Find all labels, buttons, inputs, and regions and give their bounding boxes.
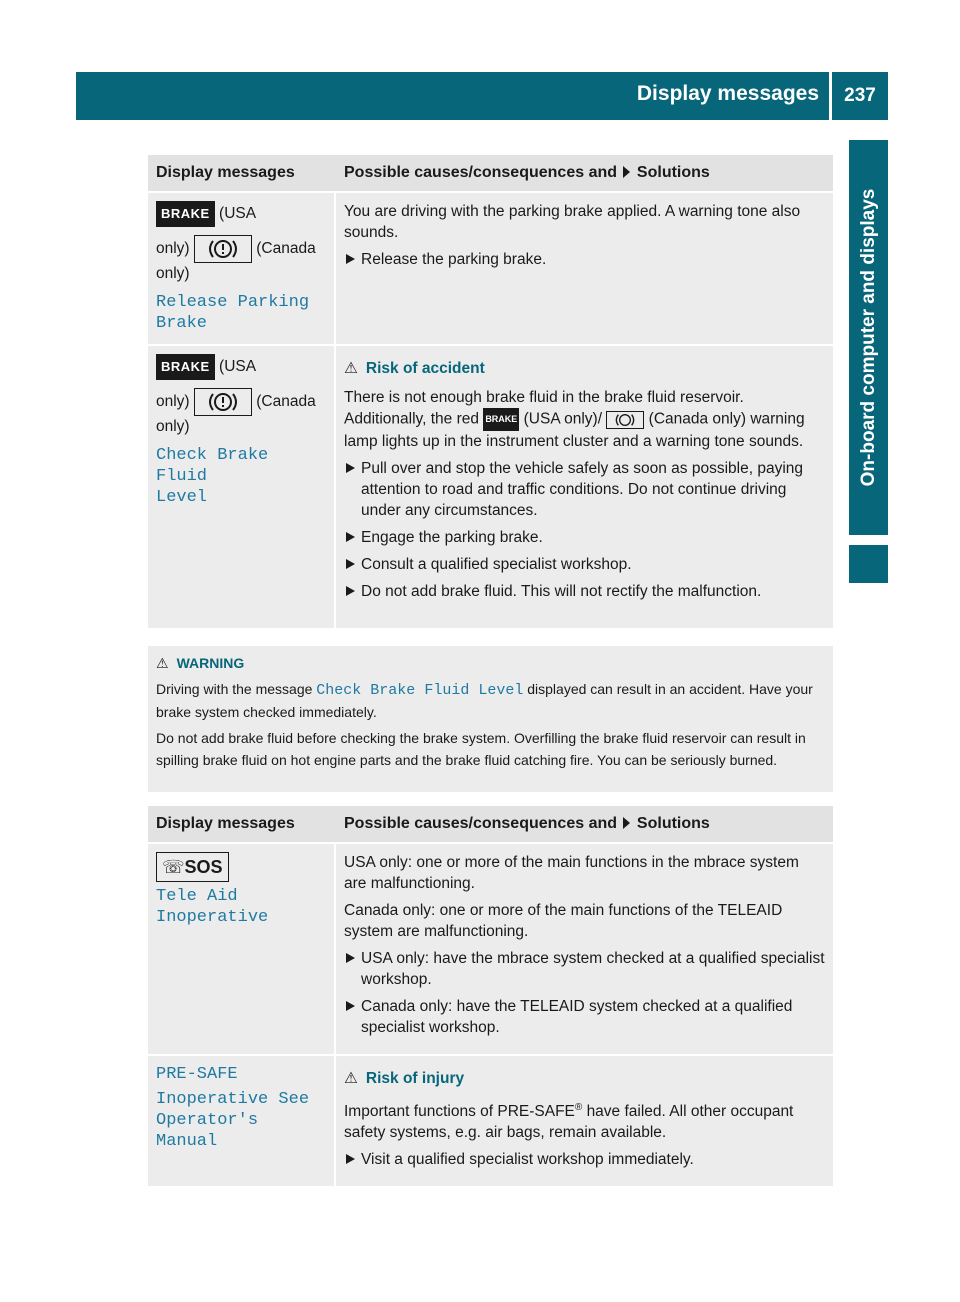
solution-step: Do not add brake fluid. This will not rectify the malfunction. <box>344 581 825 602</box>
cause-text <box>344 408 825 452</box>
display-message-text: Brake <box>156 314 208 333</box>
display-message-text: Release Parking <box>156 293 310 312</box>
warning-paragraph: Do not add brake fluid before checking the brake system. Overfilling the brake fluid reservoir can result in spilling brake fluid on hot engine parts and the brake fluid catching fire. You can be seriously burned. <box>156 730 806 768</box>
region-label: only) <box>156 265 190 282</box>
region-label: (USA <box>219 358 257 376</box>
header-bar <box>76 72 829 120</box>
cause-text-part: Important functions of PRE-SAFE <box>344 1103 575 1121</box>
message-cell <box>148 193 336 346</box>
col-header-causes-label: Possible causes/consequences and <box>344 164 618 181</box>
arrow-right-icon <box>623 166 630 178</box>
col-header-causes <box>336 806 833 844</box>
solution-step: Pull over and stop the vehicle safely as soon as possible, paying attention to road and traffic conditions. Do not continue driving under any circumstances. <box>344 458 825 521</box>
warning-heading <box>156 652 825 674</box>
solution-step: Engage the parking brake. <box>344 527 825 548</box>
display-message-text: PRE-SAFE <box>156 1065 238 1084</box>
brake-warning-circle-icon <box>606 411 644 429</box>
warning-text: Driving with the message <box>156 681 313 697</box>
cause-text-part: (USA only)/ <box>523 410 603 428</box>
solution-step: Visit a qualified specialist workshop immediately. <box>344 1149 825 1170</box>
display-message-text: Check Brake Fluid <box>156 446 269 486</box>
solution-cell <box>336 193 833 346</box>
display-messages-table-2 <box>148 806 833 1188</box>
warning-paragraph <box>156 678 825 723</box>
region-label: only) <box>156 393 190 411</box>
table-row <box>148 1056 833 1188</box>
col-header-solutions-label: Solutions <box>636 164 710 181</box>
cause-text: Canada only: one or more of the main functions of the TELEAID system are malfunctioning. <box>344 902 783 940</box>
solution-step: Canada only: have the TELEAID system checked at a qualified specialist workshop. <box>344 996 825 1038</box>
warning-triangle-icon: ⚠ <box>344 360 358 377</box>
display-message-text: Inoperative <box>156 908 269 927</box>
risk-heading <box>344 1068 825 1089</box>
table-header-row <box>148 155 833 193</box>
brake-icon: BRAKE <box>483 408 519 431</box>
warning-title: WARNING <box>176 655 245 671</box>
display-message-text: Operator's Manual <box>156 1111 259 1151</box>
display-message-text: Tele Aid <box>156 887 238 906</box>
col-header-causes-label: Possible causes/consequences and <box>344 815 618 832</box>
warning-box <box>148 646 833 792</box>
risk-label: Risk of injury <box>365 1070 465 1087</box>
solution-cell <box>336 1056 833 1188</box>
region-label: (Canada <box>256 393 316 411</box>
col-header-causes <box>336 155 833 193</box>
brake-warning-circle-icon <box>194 235 252 263</box>
col-header-solutions-label: Solutions <box>636 815 710 832</box>
table-row <box>148 193 833 346</box>
brake-icon: BRAKE <box>156 201 215 227</box>
warning-triangle-icon: ⚠ <box>156 655 169 671</box>
warning-triangle-icon: ⚠ <box>344 1070 358 1087</box>
risk-label: Risk of accident <box>365 360 485 377</box>
warning-text: displayed can result in an accident. Have your brake system checked immediately. <box>156 681 813 720</box>
display-message-text: Level <box>156 488 208 507</box>
solution-cell <box>336 844 833 1056</box>
display-message-text: Check Brake Fluid Level <box>316 682 524 699</box>
brake-warning-circle-icon <box>194 388 252 416</box>
display-messages-table-1 <box>148 155 833 630</box>
arrow-right-icon <box>623 817 630 829</box>
cause-text: There is not enough brake fluid in the brake fluid reservoir. <box>344 389 744 406</box>
cause-text-part: warning lamp lights up in the instrument cluster and a warning tone sounds. <box>344 410 805 450</box>
table-row <box>148 844 833 1056</box>
risk-heading <box>344 358 825 379</box>
message-cell <box>148 1056 336 1188</box>
sos-label: SOS <box>184 857 223 877</box>
col-header-messages: Display messages <box>148 806 336 844</box>
table-row <box>148 346 833 630</box>
region-label: (USA <box>219 205 257 223</box>
message-cell <box>148 844 336 1056</box>
message-cell <box>148 346 336 630</box>
page-title: Display messages <box>636 82 819 105</box>
region-label: only) <box>156 240 190 258</box>
sos-icon: ☏SOS <box>156 852 229 882</box>
region-label: (Canada <box>256 240 316 258</box>
side-tab <box>849 140 888 535</box>
region-label: only) <box>156 418 190 435</box>
cause-text <box>344 1097 825 1143</box>
solution-step: Consult a qualified specialist workshop. <box>344 554 825 575</box>
display-message-text: Inoperative See <box>156 1090 310 1109</box>
solution-cell <box>336 346 833 630</box>
page-number: 237 <box>832 72 888 120</box>
brake-icon: BRAKE <box>156 354 215 380</box>
solution-step: Release the parking brake. <box>344 249 825 270</box>
cause-text: USA only: one or more of the main functions in the mbrace system are malfunctioning. <box>344 854 799 892</box>
solution-step: USA only: have the mbrace system checked at a qualified specialist workshop. <box>344 948 825 990</box>
side-marker <box>849 545 888 583</box>
cause-text-part: have failed. All other occupant safety systems, e.g. air bags, remain available. <box>344 1103 794 1142</box>
cause-text: You are driving with the parking brake applied. A warning tone also sounds. <box>344 203 801 241</box>
registered-mark: ® <box>574 1102 583 1113</box>
table-header-row <box>148 806 833 844</box>
cause-text-part: Additionally, the red <box>344 410 479 428</box>
side-tab-label: On-board computer and displays <box>858 188 879 487</box>
col-header-messages: Display messages <box>148 155 336 193</box>
cause-text-part: (Canada only) <box>648 410 747 428</box>
